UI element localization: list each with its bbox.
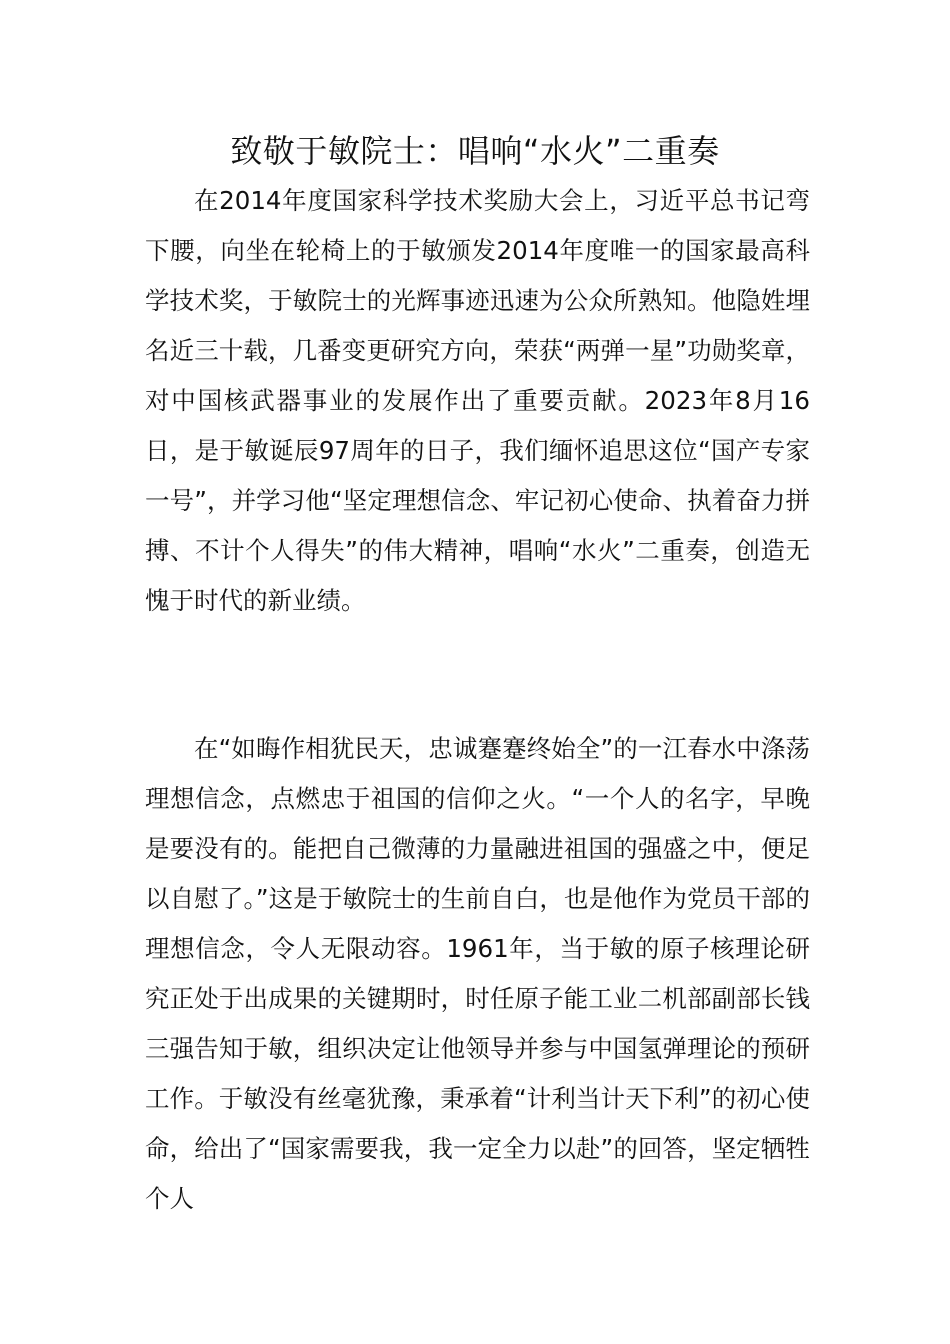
paragraph-1: 在2014年度国家科学技术奖励大会上，习近平总书记弯下腰，向坐在轮椅上的于敏颁发2014年度唯一的国家最高科学技术奖，于敏院士的光辉事迹迅速为公众所熟知。他隐姓埋名近三十载，几番变更研究方向，荣获“两弹一星”功勋奖章，对中国核武器事业的发展作出了重要贡献。2023年8月16日，是于敏诞辰97周年的日子，我们缅怀追思这位“国产专家一号”，并学习他“坚定理想信念、牢记初心使命、执着奋力拼搏、不计个人得失”的伟大精神，唱响“水火”二重奏，创造无愧于时代的新业绩。 bbox=[145, 186, 810, 615]
document-title: 致敬于敏院士：唱响“水火”二重奏 bbox=[230, 132, 720, 170]
paragraph-2: 在“如晦作相犹民天，忠诚蹇蹇终始全”的一江春水中涤荡理想信念，点燃忠于祖国的信仰之火。“一个人的名字，早晚是要没有的。能把自己微薄的力量融进祖国的强盛之中，便足以自慰了。”这是于敏院士的生前自白，也是他作为党员干部的理想信念，令人无限动容。1961年，当于敏的原子核理论研究正处于出成果的关键期时，时任原子能工业二机部副部长钱三强告知于敏，组织决定让他领导并参与中国氢弹理论的预研工作。于敏没有丝毫犹豫，秉承着“计利当计天下利”的初心使命，给出了“国家需要我，我一定全力以赴”的回答，坚定牺牲个人 bbox=[145, 734, 810, 1213]
